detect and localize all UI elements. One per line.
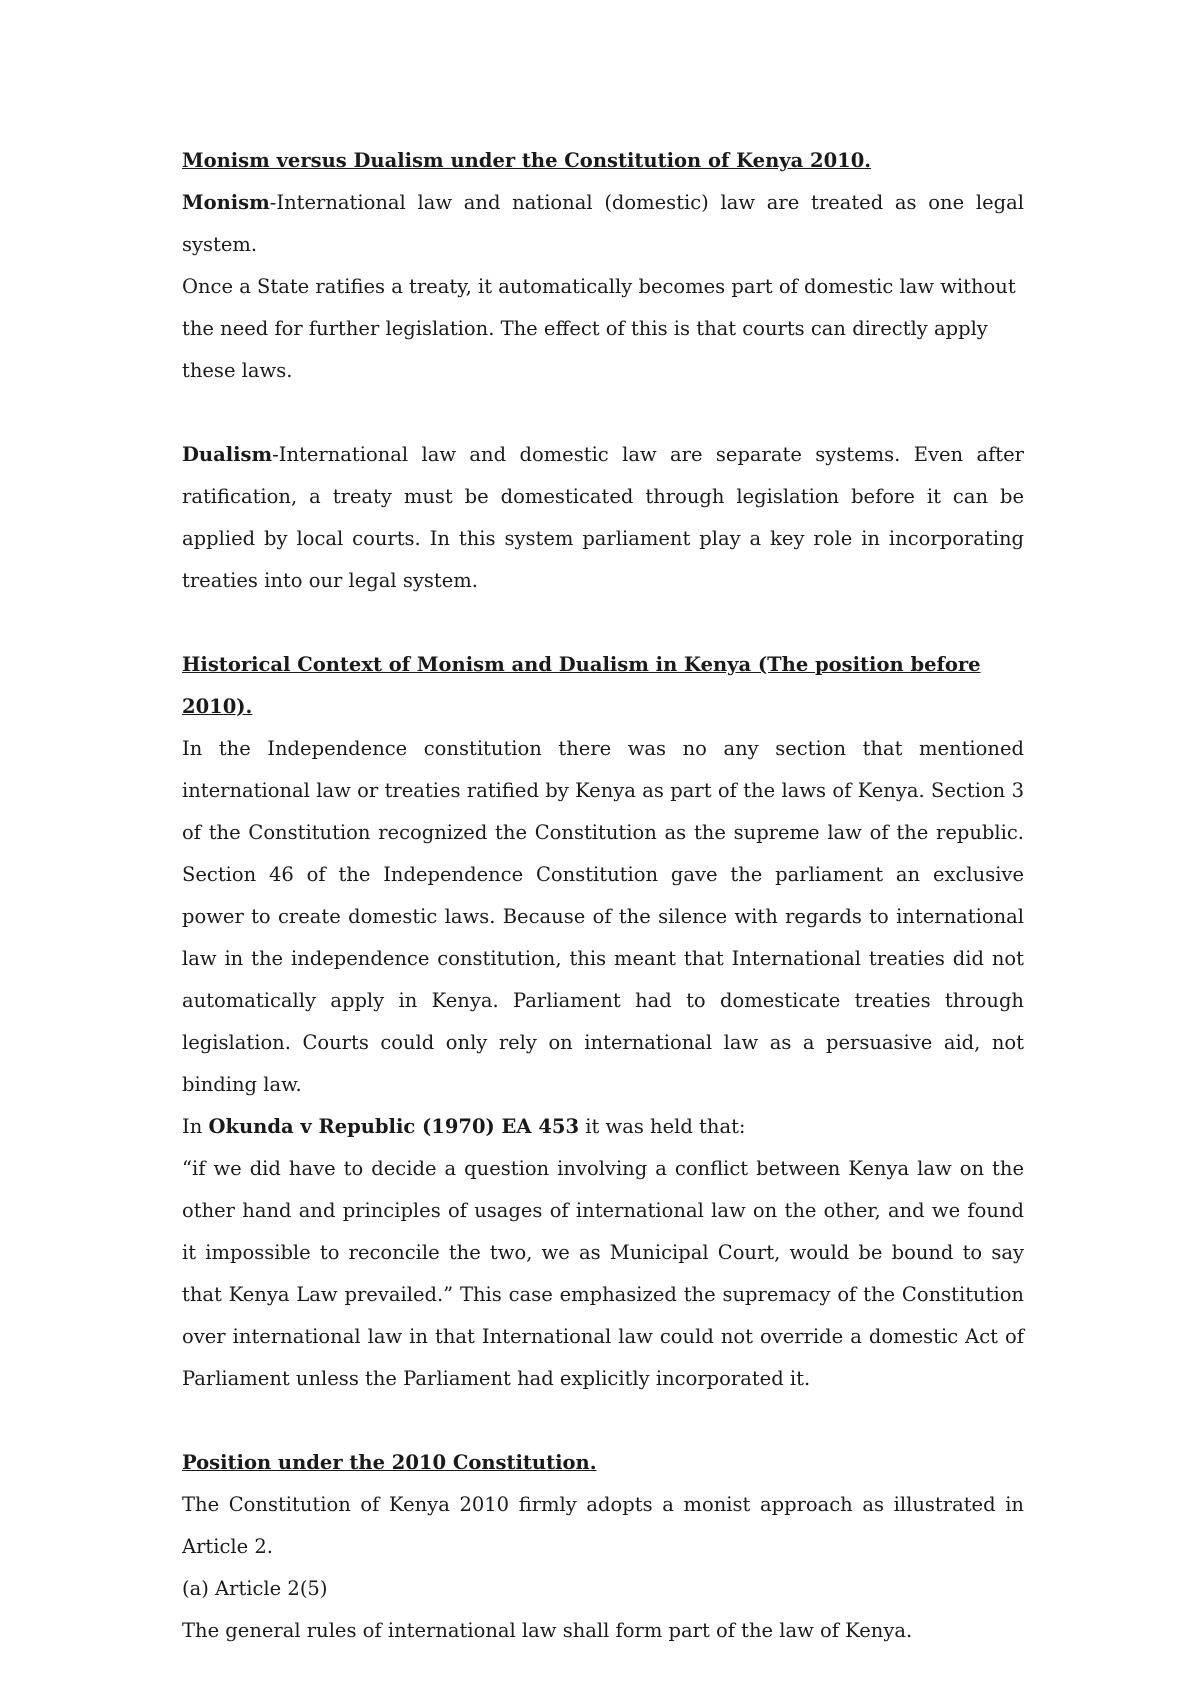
article-item-label: (a) Article 2(5)	[182, 1577, 328, 1600]
document-title: Monism versus Dualism under the Constitution of Kenya 2010.	[182, 149, 872, 172]
case-intro-suffix: it was held that:	[579, 1115, 746, 1138]
spacer	[182, 602, 1024, 644]
monism-definition-text: -International law and national (domestic) law are treated as one legal system.	[182, 191, 1024, 256]
monism-paragraph: Once a State ratifies a treaty, it automatically becomes part of domestic law without the need for further legislation. The effect of this is that courts can directly apply these laws.	[182, 275, 1016, 382]
monism-term: Monism	[182, 191, 270, 214]
dualism-definition-text: -International law and domestic law are separate systems. Even after ratification, a treaty must be domesticated through legislation before it can be applied by local courts. In this system parliament play a key role in incorporating treaties into our legal system.	[182, 443, 1024, 592]
article-item-text: The general rules of international law shall form part of the law of Kenya.	[182, 1619, 913, 1642]
dualism-term: Dualism	[182, 443, 273, 466]
historical-paragraph: In the Independence constitution there was no any section that mentioned international law or treaties ratified by Kenya as part of the laws of Kenya. Section 3 of the Constitution recognized the Constitution as the supreme law of the republic. Section 46 of the Independence Constitution gave the parliament an exclusive power to create domestic laws. Because of the silence with regards to international law in the independence constitution, this meant that International treaties did not automatically apply in Kenya. Parliament had to domesticate treaties through legislation. Courts could only rely on international law as a persuasive aid, not binding law.	[182, 737, 1024, 1096]
position-2010-paragraph: The Constitution of Kenya 2010 firmly adopts a monist approach as illustrated in Article 2.	[182, 1493, 1024, 1558]
case-quote: “if we did have to decide a question involving a conflict between Kenya law on the other hand and principles of usages of international law on the other, and we found it impossible to reconcile the two, we as Municipal Court, would be bound to say that Kenya Law prevailed.” This case emphasized the supremacy of the Constitution over international law in that International law could not override a domestic Act of Parliament unless the Parliament had explicitly incorporated it.	[182, 1157, 1024, 1390]
case-intro-prefix: In	[182, 1115, 209, 1138]
spacer	[182, 392, 1024, 434]
historical-heading: Historical Context of Monism and Dualism in Kenya (The position before 2010).	[182, 653, 981, 718]
monism-definition	[182, 182, 1024, 266]
case-intro	[182, 1106, 1024, 1148]
dualism-definition	[182, 434, 1024, 602]
spacer	[182, 1400, 1024, 1442]
document-body	[182, 140, 1024, 1652]
case-name: Okunda v Republic (1970) EA 453	[208, 1115, 580, 1138]
position-2010-heading: Position under the 2010 Constitution.	[182, 1451, 597, 1474]
